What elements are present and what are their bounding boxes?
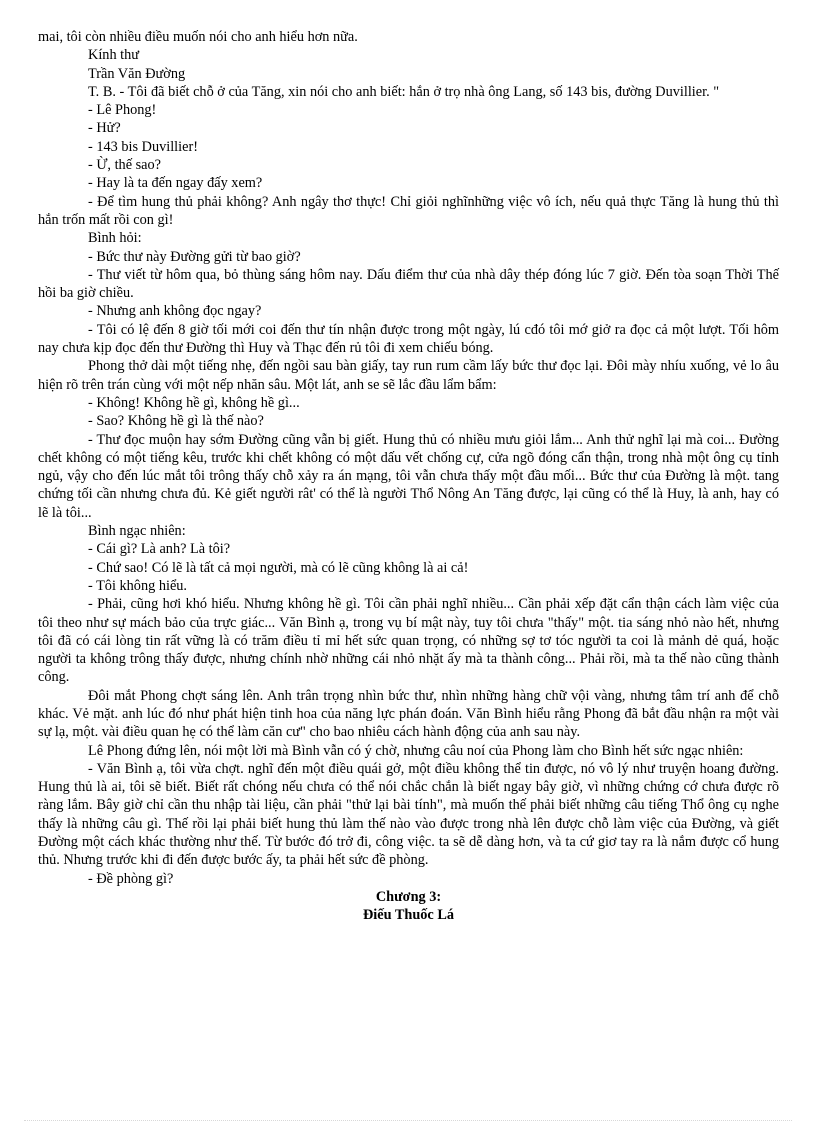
paragraph: - Tôi không hiểu. (88, 577, 188, 594)
paragraph: Phong thở dài một tiếng nhẹ, đến ngồi sau bàn giấy, tay run rum cầm lấy bức thư đọc lại. Đôi mày nhíu xuống, vẻ lo âu hiện rõ trên trán cùng với một nếp nhăn sâu. Một lát, anh se sẽ lắc đầu lẩm bẩm: (38, 358, 779, 393)
paragraph: - Phải, cũng hơi khó hiểu. Nhưng không hề gì. Tôi cần phải nghĩ nhiều... Cần phải xếp đặt cẩn thận cách làm việc của tôi theo như sự mách bảo của trực giác... Văn Bình ạ, trong vụ bí mật này, tuy tôi chưa "thấy" một. tia sáng nhỏ nào hết, nhưng tôi đã có cái lòng tin rất vững là có trăm điều tỉ mỉ hết sức quan trọng, có những sợ tơ tóc người ta coi là mảnh dẻ quá, hoặc người ta không trông thấy được, nhưng chính nhờ những cái nhỏ nhặt ấy mà ta thành công... Phải rồi, mà ta thế nào cũng thành công. (38, 596, 779, 686)
paragraph: Bình ngạc nhiên: (88, 523, 186, 540)
paragraph: T. B. - Tôi đã biết chỗ ở của Tăng, xin nói cho anh biết: hắn ở trọ nhà ông Lang, số 143 bis, đường Duvillier. " (88, 83, 720, 100)
chapter-number: Chương 3: (375, 888, 442, 905)
paragraph: Đôi mắt Phong chợt sáng lên. Anh trân trọng nhìn bức thư, nhìn những hàng chữ vội vàng, nhưng tâm trí anh để chỗ khác. Vẻ mặt. anh lúc đó như phát hiện tinh hoa của năng lực phán đoán. Văn Bình hiểu rằng Phong đã bắt đầu nhận ra một vài sự lạ, một. vài điều quan hẹ có thể làm căn cư" cho bao nhiêu cách hành động của anh sau này. (38, 687, 779, 741)
paragraph: - Bức thư này Đường gửi từ bao giờ? (88, 248, 301, 265)
paragraph: mai, tôi còn nhiều điều muốn nói cho anh hiểu hơn nữa. (38, 29, 358, 45)
paragraph: - Văn Bình ạ, tôi vừa chợt. nghĩ đến một điều quái gở, một điều không thể tin được, nó vô lý như truyện hoang đường. Hung thủ là ai, tôi sẽ biết. Biết rất chóng nếu chưa có thể nói chắc chắn là biết ngay bây giờ, vì những chứng cớ chưa được rõ ràng lắm. Bây giờ chỉ cần thu nhập tài liệu, cần phải "thử lại bài tính", mà muốn thế phải biết những câu tiếng Thổ ông cụ nghe thấy là những câu gì. Thế rồi lại phải biết hung thủ làm thế nào vào được trong nhà lên được chỗ làm việc của Đường, và giết Đường một cách khác thường như thế. Từ bước đó trở đi, công việc. ta sẽ dễ dàng hơn, và ta cứ giơ tay ra là nắm được cổ hung thủ. Nhưng trước khi đi đến được bước ấy, ta phải hết sức đề phòng. (38, 760, 779, 869)
paragraph: Trần Văn Đường (88, 65, 186, 82)
document-body (38, 28, 779, 888)
paragraph: - Hay là ta đến ngay đấy xem? (88, 175, 263, 192)
paragraph: Bình hỏi: (88, 230, 142, 247)
document-page (38, 28, 779, 924)
paragraph: Lê Phong đứng lên, nói một lời mà Bình vẫn có ý chờ, nhưng câu noí của Phong làm cho Bình hết sức ngạc nhiên: (88, 742, 744, 759)
paragraph: - Sao? Không hề gì là thế nào? (88, 413, 264, 430)
paragraph: Kính thư (88, 47, 140, 64)
paragraph: - Nhưng anh không đọc ngay? (88, 303, 262, 320)
paragraph: - Thư viết từ hôm qua, bỏ thùng sáng hôm nay. Dấu điểm thư của nhà dây thép đóng lúc 7 giờ. Đến tòa soạn Thời Thế hồi ba giờ chiều. (38, 266, 779, 302)
paragraph: - Để tìm hung thủ phải không? Anh ngây thơ thực! Chỉ giỏi nghĩnhững việc vô ích, nếu quả thực Tăng là hung thủ thì hắn trốn mất rồi con gì! (38, 193, 779, 228)
paragraph: - 143 bis Duvillier! (88, 138, 198, 155)
paragraph: - Hử? (88, 120, 121, 137)
paragraph: - Tôi có lệ đến 8 giờ tối mới coi đến thư tín nhận được trong một ngày, lú cđó tôi mớ giở ra đọc cả một lượt. Tối hôm nay chưa kịp đọc đến thư Đường thì Huy và Thạc đến rủ tôi đi xem chiếu bóng. (38, 321, 779, 357)
paragraph: - Chứ sao! Có lẽ là tất cả mọi người, mà có lẽ cũng không là ai cả! (88, 559, 469, 576)
paragraph: - Không! Không hề gì, không hề gì... (88, 394, 300, 411)
page-bottom-rule (24, 1120, 792, 1121)
paragraph: - Lê Phong! (88, 102, 157, 119)
paragraph: - Cái gì? Là anh? Là tôi? (88, 541, 231, 558)
paragraph: - Ừ, thế sao? (88, 157, 162, 174)
chapter-title: Điếu Thuốc Lá (362, 906, 455, 923)
paragraph: - Đề phòng gì? (88, 870, 174, 887)
paragraph: - Thư đọc muộn hay sớm Đường cũng vẫn bị giết. Hung thủ có nhiều mưu giỏi lắm... Anh thử nghĩ lại mà coi... Đường chết không có một tiếng kêu, trước khi chết không có một dấu vết chống cự, cửa ngõ đóng cẩn thận, trong nhà một ông cụ tỉnh ngủ, vậy cho đến lúc mắt tôi trông thấy chỗ xảy ra án mạng, tôi vẫn chưa thấy một đầu mối... Bức thư của Đường là một. tang chứng tối cần nhưng chưa đủ. Kẻ giết người rât' có thể là người Thổ Nông An Tăng được, lại cũng có thể là Huy, là anh, hay có lẽ là tôi... (38, 431, 779, 521)
